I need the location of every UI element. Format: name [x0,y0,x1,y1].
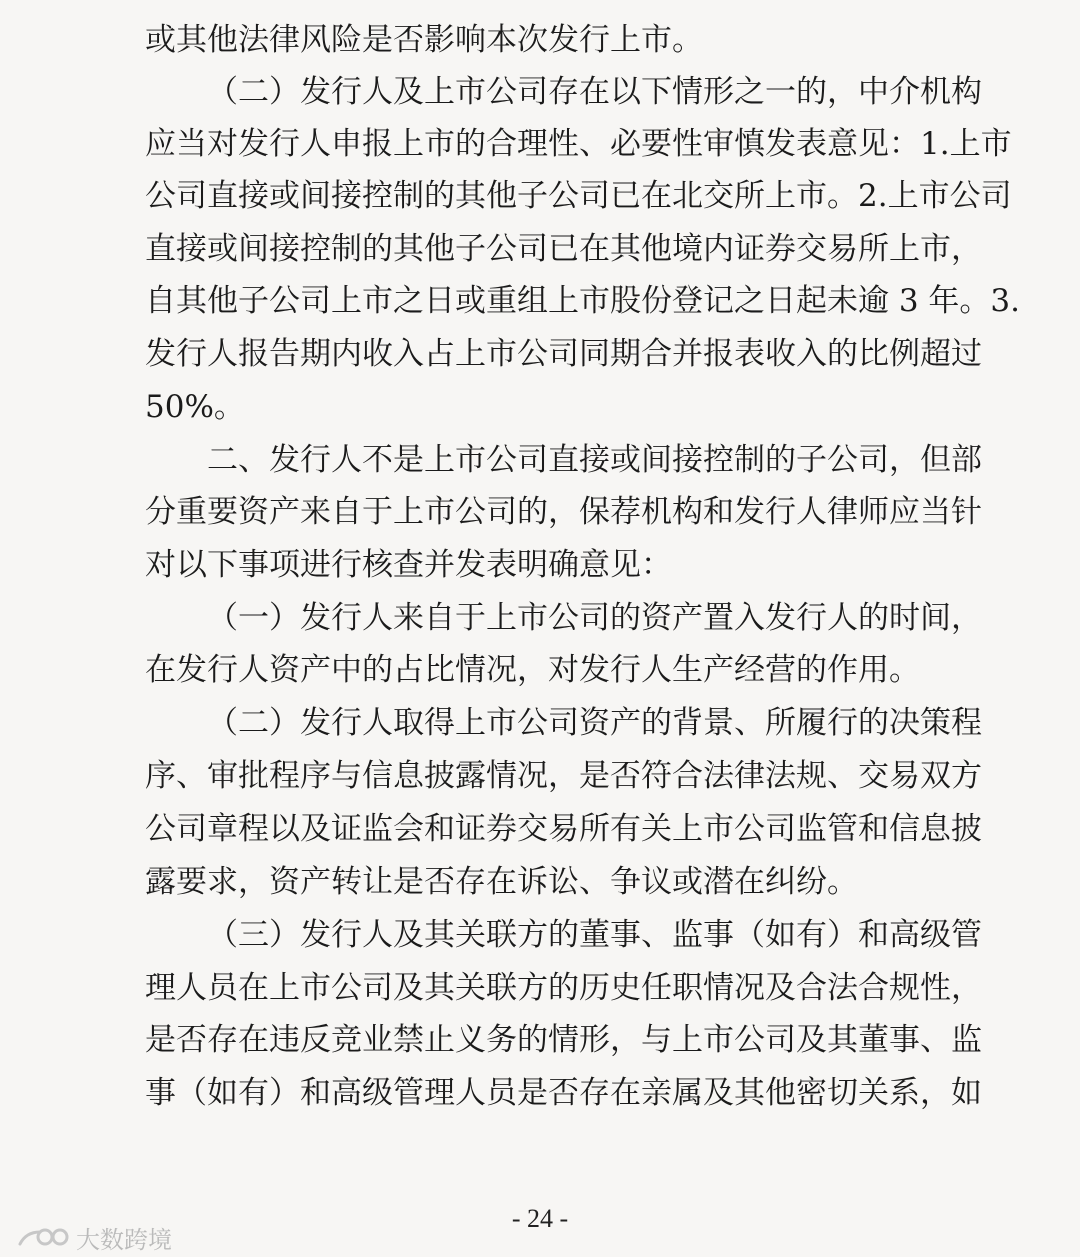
text-line: （二）发行人及上市公司存在以下情形之一的，中介机构 [207,74,982,110]
text-line: 是否存在违反竞业禁止义务的情形，与上市公司及其董事、监 [145,1022,982,1058]
text-line: 露要求，资产转让是否存在诉讼、争议或潜在纠纷。 [145,864,858,900]
text-line: 序、审批程序与信息披露情况，是否符合法律法规、交易双方 [145,758,982,794]
text-line: 直接或间接控制的其他子公司已在其他境内证券交易所上市， [145,231,982,267]
text-line: （二）发行人取得上市公司资产的背景、所履行的决策程 [207,705,982,741]
watermark [14,1222,172,1252]
text-line: 二、发行人不是上市公司直接或间接控制的子公司，但部 [207,442,982,478]
text-line: 自其他子公司上市之日或重组上市股份登记之日起未逾 3 年。3. [145,283,1021,319]
text-line: 公司章程以及证监会和证券交易所有关上市公司监管和信息披 [145,811,982,847]
text-line: 理人员在上市公司及其关联方的历史任职情况及合法合规性， [145,970,982,1006]
text-line: 应当对发行人申报上市的合理性、必要性审慎发表意见：1.上市 [145,126,1012,162]
text-line: 分重要资产来自于上市公司的，保荐机构和发行人律师应当针 [145,494,982,530]
text-line: （一）发行人来自于上市公司的资产置入发行人的时间， [207,600,982,636]
text-line: 发行人报告期内收入占上市公司同期合并报表收入的比例超过 [145,336,982,372]
text-line: 事（如有）和高级管理人员是否存在亲属及其他密切关系，如 [145,1075,982,1111]
text-line: 50%。 [145,389,245,425]
text-line: 或其他法律风险是否影响本次发行上市。 [145,22,703,58]
brand-logo-icon [14,1223,70,1251]
text-line: 在发行人资产中的占比情况，对发行人生产经营的作用。 [145,652,920,688]
text-line: 公司直接或间接控制的其他子公司已在北交所上市。2.上市公司 [145,178,1012,214]
text-line: （三）发行人及其关联方的董事、监事（如有）和高级管 [207,917,982,953]
text-line: 对以下事项进行核查并发表明确意见： [145,547,672,583]
page-number: - 24 - [511,1204,569,1233]
watermark-text: 大数跨境 [76,1225,172,1254]
